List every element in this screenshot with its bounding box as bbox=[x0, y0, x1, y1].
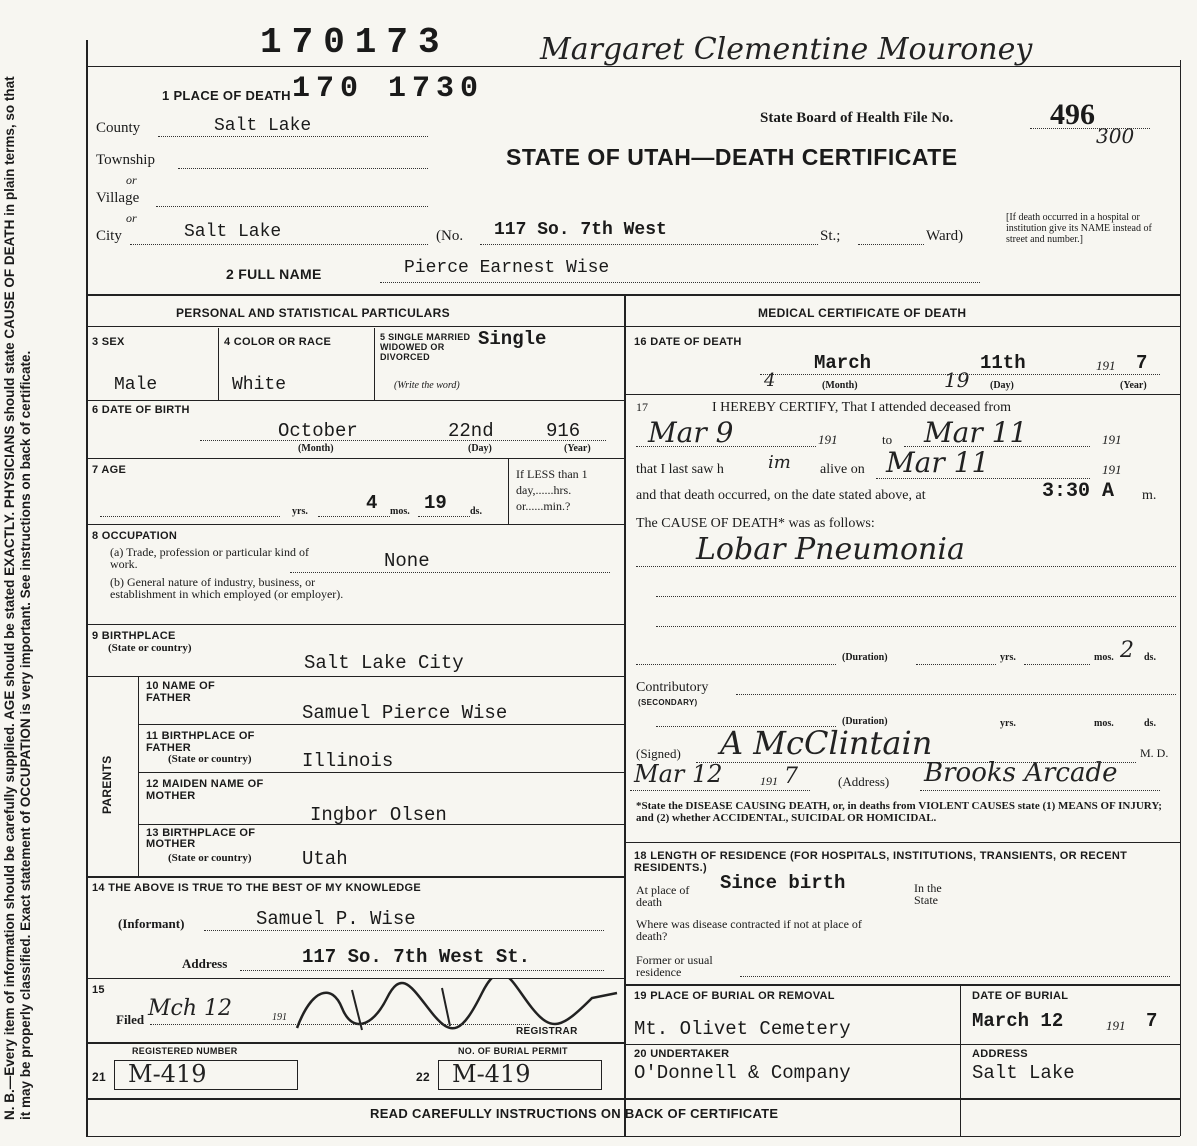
physician-address: Brooks Arcade bbox=[924, 758, 1118, 788]
contributory-duration-label: (Duration) bbox=[842, 716, 888, 727]
certify-text: I HEREBY CERTIFY, That I attended deceased from bbox=[712, 400, 1012, 415]
mother-birthplace-sub: (State or country) bbox=[168, 852, 252, 864]
parents-divider bbox=[138, 676, 139, 876]
signed-label: (Signed) bbox=[636, 746, 681, 761]
residence-label: 18 LENGTH OF RESIDENCE (FOR HOSPITALS, INSTITUTIONS, TRANSIENTS, OR RECENT RESIDENTS.) bbox=[634, 850, 1128, 874]
city-value: Salt Lake bbox=[184, 222, 282, 242]
former-residence-line bbox=[740, 976, 1170, 977]
age-ds: 19 bbox=[424, 492, 447, 514]
duration-line-3 bbox=[1024, 664, 1090, 665]
section-rule bbox=[86, 294, 1180, 296]
medical-heading: MEDICAL CERTIFICATE OF DEATH bbox=[758, 306, 967, 320]
father-label: 10 NAME OF FATHER bbox=[146, 680, 216, 704]
dod-year: 7 bbox=[1136, 352, 1148, 374]
burial-divider bbox=[960, 984, 961, 1136]
dod-label: 16 DATE OF DEATH bbox=[634, 336, 742, 348]
md-label: M. D. bbox=[1140, 746, 1169, 760]
contributory-yrs-label: yrs. bbox=[1000, 718, 1016, 729]
birthplace-label: 9 BIRTHPLACE bbox=[92, 630, 176, 642]
age-ds-line bbox=[418, 516, 470, 517]
last-saw-line bbox=[876, 478, 1090, 479]
duration-line-1 bbox=[636, 664, 836, 665]
occurred-text: and that death occurred, on the date stated above, at bbox=[636, 488, 926, 503]
dob-month: October bbox=[278, 420, 358, 442]
top-name: Margaret Clementine Mouroney bbox=[540, 32, 1033, 67]
row-rule-9 bbox=[86, 876, 624, 878]
duration-label: (Duration) bbox=[842, 652, 888, 663]
registrar-label: REGISTRAR bbox=[516, 1026, 578, 1037]
column-divider bbox=[624, 296, 626, 1136]
dob-label: 6 DATE OF BIRTH bbox=[92, 404, 190, 416]
attended-to-year: 191 bbox=[1102, 432, 1122, 447]
mother-label: 12 MAIDEN NAME OF MOTHER bbox=[146, 778, 264, 802]
signed-year-digit: 7 bbox=[784, 764, 798, 789]
residence-value: Since birth bbox=[720, 872, 846, 894]
page-title: STATE OF UTAH—DEATH CERTIFICATE bbox=[506, 144, 958, 170]
or-label-2: or bbox=[126, 211, 137, 225]
right-row-rule-3 bbox=[624, 984, 1180, 986]
attended-to: Mar 11 bbox=[924, 416, 1028, 449]
city-label: City bbox=[96, 228, 122, 244]
right-row-rule-2 bbox=[624, 842, 1180, 843]
at-place-label: At place of death bbox=[636, 883, 690, 909]
last-saw-text: that I last saw h bbox=[636, 462, 724, 477]
burial-permit-index: 22 bbox=[416, 1070, 430, 1084]
race-divider bbox=[374, 328, 375, 400]
village-line bbox=[156, 206, 428, 207]
physician-date-line bbox=[630, 790, 810, 791]
undertaker-address-value: Salt Lake bbox=[972, 1062, 1075, 1084]
full-name-label: 2 FULL NAME bbox=[226, 266, 322, 282]
race-label: 4 COLOR OR RACE bbox=[224, 336, 332, 348]
sex-label: 3 SEX bbox=[92, 336, 125, 348]
filed-number: 15 bbox=[92, 984, 105, 996]
street-line bbox=[480, 244, 818, 245]
row-rule-8 bbox=[138, 824, 624, 825]
certify-number: 17 bbox=[636, 400, 648, 414]
dod-day: 11th bbox=[980, 352, 1026, 374]
dod-year-prefix: 191 bbox=[1096, 358, 1116, 373]
row-rule-3 bbox=[86, 524, 624, 525]
duration-ds: 2 bbox=[1120, 638, 1134, 663]
age-yrs-label: yrs. bbox=[292, 506, 308, 517]
signed-date: Mar 12 bbox=[634, 760, 723, 788]
marital-value: Single bbox=[478, 328, 547, 350]
right-heading-rule bbox=[624, 326, 1180, 327]
file-no: 496 bbox=[1050, 98, 1095, 131]
personal-heading: PERSONAL AND STATISTICAL PARTICULARS bbox=[176, 306, 450, 320]
duration-mos-label: mos. bbox=[1094, 652, 1114, 663]
race-value: White bbox=[232, 375, 287, 395]
duration-ds-label: ds. bbox=[1144, 652, 1156, 663]
former-residence-label: Former or usual residence bbox=[636, 953, 713, 979]
attended-from-line bbox=[636, 446, 816, 447]
duration-yrs-label: yrs. bbox=[1000, 652, 1016, 663]
row-rule-5 bbox=[86, 676, 624, 677]
age-mos: 4 bbox=[366, 492, 378, 514]
footer-instructions: READ CAREFULLY INSTRUCTIONS ON BACK OF CERTIFICATE bbox=[370, 1106, 779, 1121]
last-saw-year: 191 bbox=[1102, 462, 1122, 477]
cause-value: Lobar Pneumonia bbox=[696, 532, 965, 567]
attended-from-year: 191 bbox=[818, 432, 838, 447]
registered-number-label: REGISTERED NUMBER bbox=[132, 1046, 238, 1056]
cause-line-1 bbox=[636, 566, 1176, 567]
burial-permit-label: NO. OF BURIAL PERMIT bbox=[458, 1046, 568, 1056]
right-border bbox=[1180, 60, 1181, 1136]
attended-from: Mar 9 bbox=[648, 416, 734, 449]
mother-value: Ingbor Olsen bbox=[310, 804, 447, 826]
burial-label: 19 PLACE OF BURIAL OR REMOVAL bbox=[634, 990, 835, 1002]
no-label: (No. bbox=[436, 228, 464, 244]
filed-label: Filed bbox=[116, 1012, 145, 1027]
burial-value: Mt. Olivet Cemetery bbox=[634, 1018, 851, 1040]
parents-label: PARENTS bbox=[100, 755, 114, 814]
occupation-label: 8 OCCUPATION bbox=[92, 530, 178, 542]
age-label: 7 AGE bbox=[92, 464, 127, 476]
signed-year: 191 bbox=[760, 774, 778, 788]
father-birthplace-value: Illinois bbox=[302, 750, 394, 772]
city-line bbox=[130, 244, 428, 245]
to-label: to bbox=[882, 432, 893, 447]
alive-on-text: alive on bbox=[820, 462, 865, 477]
occupation-a: (a) Trade, profession or particular kind of work. bbox=[110, 545, 309, 571]
county-value: Salt Lake bbox=[214, 116, 312, 136]
address-label: Address bbox=[182, 956, 228, 971]
sex-value: Male bbox=[114, 375, 158, 395]
mother-birthplace-label: 13 BIRTHPLACE OF MOTHER bbox=[146, 827, 256, 850]
ward-line bbox=[858, 244, 924, 245]
contributory-ds-label: ds. bbox=[1144, 718, 1156, 729]
burial-year: 191 bbox=[1106, 1018, 1126, 1033]
row-rule-4 bbox=[86, 624, 624, 625]
last-saw-date: Mar 11 bbox=[886, 446, 990, 479]
informant-heading: 14 THE ABOVE IS TRUE TO THE BEST OF MY KNOWLEDGE bbox=[92, 882, 421, 894]
footer-rule bbox=[86, 1098, 1180, 1100]
cause-line-2 bbox=[656, 596, 1176, 597]
marital-label: 5 SINGLE MARRIED WIDOWED OR DIVORCED bbox=[380, 332, 471, 362]
birthplace-value: Salt Lake City bbox=[304, 652, 464, 674]
informant-line bbox=[204, 930, 604, 931]
filed-year: 191 bbox=[272, 1012, 287, 1023]
or-label-1: or bbox=[126, 173, 137, 187]
dob-year-caption: (Year) bbox=[564, 443, 591, 454]
township-line bbox=[178, 168, 428, 169]
registered-number-value: M-419 bbox=[128, 1060, 207, 1088]
dob-year: 916 bbox=[546, 420, 581, 442]
right-row-rule-4 bbox=[624, 1044, 1180, 1045]
street-value: 117 So. 7th West bbox=[494, 220, 667, 240]
row-rule-2 bbox=[86, 458, 624, 459]
last-saw-mark: im bbox=[768, 452, 791, 473]
top-rule bbox=[86, 66, 1180, 67]
left-border bbox=[86, 40, 88, 1136]
contributory-mos-label: mos. bbox=[1094, 718, 1114, 729]
registrar-line bbox=[150, 1024, 530, 1025]
undertaker-address-label: ADDRESS bbox=[972, 1048, 1028, 1060]
father-value: Samuel Pierce Wise bbox=[302, 702, 508, 724]
informant-value: Samuel P. Wise bbox=[256, 908, 416, 930]
county-label: County bbox=[96, 120, 141, 136]
burial-year-digit: 7 bbox=[1146, 1010, 1158, 1032]
marital-note: (Write the word) bbox=[394, 380, 460, 391]
row-rule-6 bbox=[138, 724, 624, 725]
physician-address-label: (Address) bbox=[838, 774, 890, 789]
occupation-value: None bbox=[384, 550, 430, 572]
full-name-line bbox=[380, 282, 980, 283]
physician-address-line bbox=[920, 790, 1160, 791]
time-suffix: m. bbox=[1142, 488, 1157, 503]
contracted-label: Where was disease contracted if not at place of death? bbox=[636, 917, 862, 943]
burial-date-value: March 12 bbox=[972, 1010, 1064, 1032]
place-label: 1 PLACE OF DEATH bbox=[162, 88, 291, 103]
bottom-border bbox=[86, 1136, 1180, 1137]
row-rule-11 bbox=[86, 1042, 624, 1044]
less-than-day: If LESS than 1 day,......hrs. or......min.? bbox=[516, 467, 588, 513]
burial-date-label: DATE OF BURIAL bbox=[972, 990, 1069, 1002]
birthplace-sub: (State or country) bbox=[108, 642, 192, 654]
address-line bbox=[240, 970, 604, 971]
row-rule-1 bbox=[86, 400, 624, 401]
undertaker-label: 20 UNDERTAKER bbox=[634, 1048, 730, 1060]
dod-year-caption: (Year) bbox=[1120, 380, 1147, 391]
age-divider bbox=[508, 458, 509, 524]
cause-line-3 bbox=[656, 626, 1176, 627]
dod-day-num: 19 bbox=[944, 368, 970, 392]
margin-note: N. B.—Every item of information should be carefully supplied. AGE should be stated EXACTLY. PHYSICIANS should state CAUSE OF DEATH in plain terms, so that it may be properly classified. Exact statement of OCCUPATION is very important. See instructions on back of certificate. bbox=[2, 76, 33, 1120]
age-ds-label: ds. bbox=[470, 506, 482, 517]
occupation-line bbox=[290, 572, 610, 573]
township-label: Township bbox=[96, 152, 155, 168]
left-heading-rule bbox=[86, 326, 624, 327]
age-yrs-line bbox=[100, 516, 280, 517]
dob-month-caption: (Month) bbox=[298, 443, 334, 454]
father-birthplace-sub: (State or country) bbox=[168, 753, 252, 765]
right-row-rule-1 bbox=[624, 394, 1180, 395]
cause-label: The CAUSE OF DEATH* was as follows: bbox=[636, 516, 875, 531]
registered-number-index: 21 bbox=[92, 1070, 106, 1084]
contributory-line-1 bbox=[736, 694, 1176, 695]
informant-label: (Informant) bbox=[118, 916, 185, 931]
cause-footnote: *State the DISEASE CAUSING DEATH, or, in deaths from VIOLENT CAUSES state (1) MEANS OF INJURY; and (2) whether ACCIDENTAL, SUICIDAL OR HOMICIDAL. bbox=[636, 800, 1162, 824]
file-label: State Board of Health File No. bbox=[760, 110, 954, 126]
ward-label: Ward) bbox=[926, 228, 964, 244]
mother-birthplace-value: Utah bbox=[302, 848, 348, 870]
dob-day: 22nd bbox=[448, 420, 494, 442]
full-name-value: Pierce Earnest Wise bbox=[404, 258, 610, 278]
age-mos-label: mos. bbox=[390, 506, 410, 517]
dod-month: March bbox=[814, 352, 872, 374]
occupation-b: (b) General nature of industry, business, or establishment in which employed (or employer). bbox=[110, 575, 344, 601]
physician-signature: A McClintain bbox=[720, 724, 933, 762]
duration-line-2 bbox=[916, 664, 996, 665]
contributory-label: Contributory bbox=[636, 680, 709, 695]
time-of-death: 3:30 A bbox=[1042, 480, 1115, 503]
age-mos-line bbox=[318, 516, 390, 517]
st-label: St.; bbox=[820, 228, 841, 244]
address-value: 117 So. 7th West St. bbox=[302, 946, 531, 968]
file-no-alt: 300 bbox=[1096, 124, 1135, 148]
dod-day-caption: (Day) bbox=[990, 380, 1014, 391]
father-birthplace-label: 11 BIRTHPLACE OF FATHER bbox=[146, 730, 255, 754]
sex-divider bbox=[218, 328, 219, 400]
hospital-note: [If death occurred in a hospital or institution give its NAME instead of street and number.] bbox=[1006, 212, 1152, 245]
undertaker-value: O'Donnell & Company bbox=[634, 1062, 851, 1084]
top-number: 170173 bbox=[260, 22, 450, 63]
dod-month-num: 4 bbox=[764, 370, 776, 391]
dod-month-caption: (Month) bbox=[822, 380, 858, 391]
in-state-label: In the State bbox=[914, 881, 942, 907]
place-number: 170 1730 bbox=[292, 72, 485, 106]
burial-permit-value: M-419 bbox=[452, 1060, 531, 1088]
row-rule-7 bbox=[138, 772, 624, 773]
county-line bbox=[158, 136, 428, 137]
village-label: Village bbox=[96, 190, 140, 206]
dob-day-caption: (Day) bbox=[468, 443, 492, 454]
secondary-label: (SECONDARY) bbox=[638, 698, 698, 707]
filed-date: Mch 12 bbox=[148, 996, 233, 1021]
